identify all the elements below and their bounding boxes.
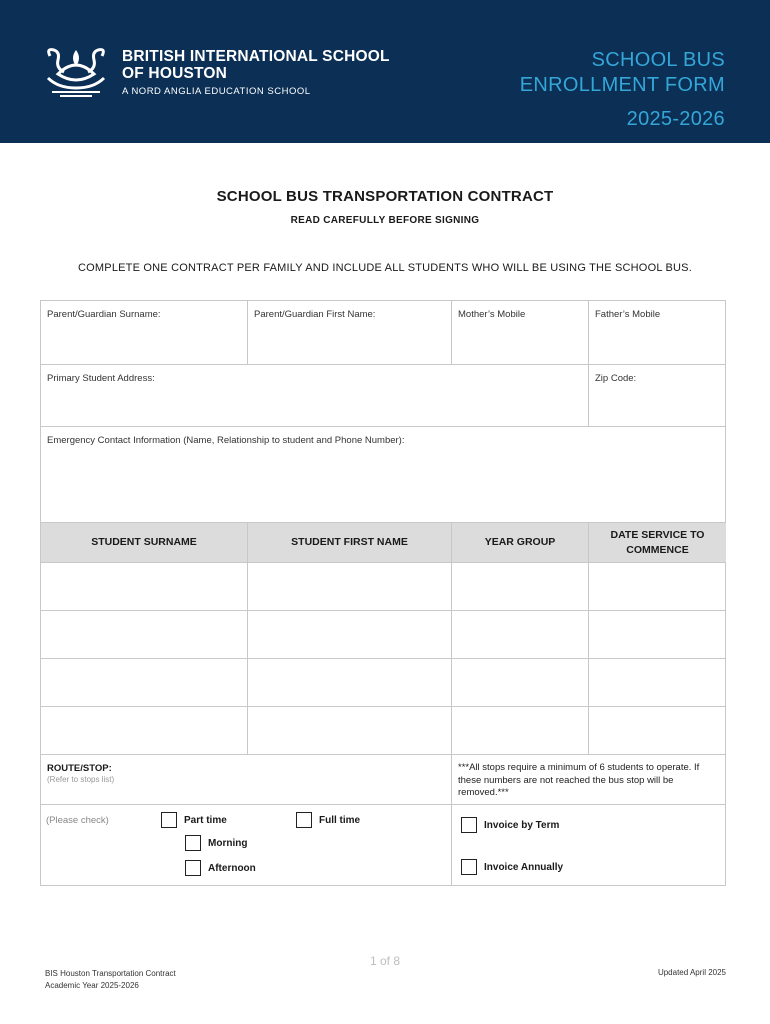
afternoon-option[interactable] <box>185 860 256 876</box>
header-student-first-name: STUDENT FIRST NAME <box>248 523 452 563</box>
invoice-term-label: Invoice by Term <box>484 819 560 831</box>
school-name-line1: BRITISH INTERNATIONAL SCHOOL <box>122 48 390 65</box>
part-time-checkbox[interactable] <box>161 812 177 828</box>
student-row-2-date[interactable] <box>589 611 726 659</box>
route-stop-label: ROUTE/STOP: <box>47 763 112 774</box>
zip-code-label: Zip Code: <box>595 373 637 384</box>
footer-left <box>45 968 176 992</box>
route-stop-field[interactable] <box>41 755 452 805</box>
form-title-line1: SCHOOL BUS <box>591 49 725 71</box>
header-year-group: YEAR GROUP <box>452 523 589 563</box>
student-row-4-surname[interactable] <box>41 707 248 755</box>
invoice-term-checkbox[interactable] <box>461 817 477 833</box>
please-check-label: (Please check) <box>46 815 109 826</box>
student-row-1-surname[interactable] <box>41 563 248 611</box>
invoice-annual-option[interactable] <box>461 859 563 875</box>
address-label: Primary Student Address: <box>47 373 155 384</box>
footer-left-line2: Academic Year 2025-2026 <box>45 981 139 990</box>
student-row-3-surname[interactable] <box>41 659 248 707</box>
student-row-2-year-group[interactable] <box>452 611 589 659</box>
page-header <box>0 0 770 143</box>
morning-option[interactable] <box>185 835 247 851</box>
student-row-1-first-name[interactable] <box>248 563 452 611</box>
part-time-label: Part time <box>184 814 227 826</box>
first-name-field[interactable] <box>248 301 452 365</box>
student-row-1-year-group[interactable] <box>452 563 589 611</box>
father-mobile-field[interactable] <box>589 301 726 365</box>
header-student-surname: STUDENT SURNAME <box>41 523 248 563</box>
morning-label: Morning <box>208 837 248 849</box>
first-name-label: Parent/Guardian First Name: <box>254 309 376 320</box>
surname-field[interactable] <box>41 301 248 365</box>
morning-checkbox[interactable] <box>185 835 201 851</box>
mother-mobile-label: Mother’s Mobile <box>458 309 526 320</box>
contract-subtitle: READ CAREFULLY BEFORE SIGNING <box>290 215 480 226</box>
school-subtitle: A NORD ANGLIA EDUCATION SCHOOL <box>122 86 311 97</box>
form-title-line2: ENROLLMENT FORM <box>519 74 725 96</box>
footer-updated: Updated April 2025 <box>657 968 726 977</box>
zip-code-field[interactable] <box>589 365 726 427</box>
student-row-3-year-group[interactable] <box>452 659 589 707</box>
route-stop-hint: (Refer to stops list) <box>47 775 115 784</box>
student-row-2-surname[interactable] <box>41 611 248 659</box>
contract-title: SCHOOL BUS TRANSPORTATION CONTRACT <box>216 188 554 205</box>
mother-mobile-field[interactable] <box>452 301 589 365</box>
route-minimum-note: ***All stops require a minimum of 6 students to operate. If these numbers are not reached the bus stop will be removed.*** <box>458 762 700 798</box>
full-time-checkbox[interactable] <box>296 812 312 828</box>
part-time-option[interactable] <box>161 812 227 828</box>
student-row-1-date[interactable] <box>589 563 726 611</box>
invoice-annual-label: Invoice Annually <box>484 861 564 873</box>
student-row-4-date[interactable] <box>589 707 726 755</box>
invoice-options-cell <box>452 805 726 886</box>
invoice-term-option[interactable] <box>461 817 559 833</box>
afternoon-checkbox[interactable] <box>185 860 201 876</box>
school-name <box>122 48 390 82</box>
form-title <box>520 48 725 98</box>
full-time-option[interactable] <box>296 812 360 828</box>
form-year: 2025-2026 <box>626 108 725 130</box>
footer-left-line1: BIS Houston Transportation Contract <box>45 969 176 978</box>
page-number: 1 of 8 <box>369 954 401 968</box>
student-row-3-first-name[interactable] <box>248 659 452 707</box>
enrollment-form <box>40 300 726 886</box>
emergency-contact-label: Emergency Contact Information (Name, Relationship to student and Phone Number): <box>47 435 405 446</box>
invoice-annual-checkbox[interactable] <box>461 859 477 875</box>
student-row-4-first-name[interactable] <box>248 707 452 755</box>
emergency-contact-field[interactable] <box>41 427 726 523</box>
header-date-service: DATE SERVICE TO COMMENCE <box>589 523 726 563</box>
address-field[interactable] <box>41 365 589 427</box>
schedule-options-cell <box>41 805 452 886</box>
student-row-3-date[interactable] <box>589 659 726 707</box>
school-name-line2: OF HOUSTON <box>122 65 228 82</box>
afternoon-label: Afternoon <box>208 862 256 874</box>
school-crest-logo <box>40 46 112 98</box>
full-time-label: Full time <box>319 814 361 826</box>
surname-label: Parent/Guardian Surname: <box>47 309 161 320</box>
student-row-4-year-group[interactable] <box>452 707 589 755</box>
student-row-2-first-name[interactable] <box>248 611 452 659</box>
contract-instruction: COMPLETE ONE CONTRACT PER FAMILY AND INCLUDE ALL STUDENTS WHO WILL BE USING THE SCHOOL BUS. <box>78 262 692 274</box>
father-mobile-label: Father’s Mobile <box>595 309 661 320</box>
route-note-cell <box>452 755 726 805</box>
